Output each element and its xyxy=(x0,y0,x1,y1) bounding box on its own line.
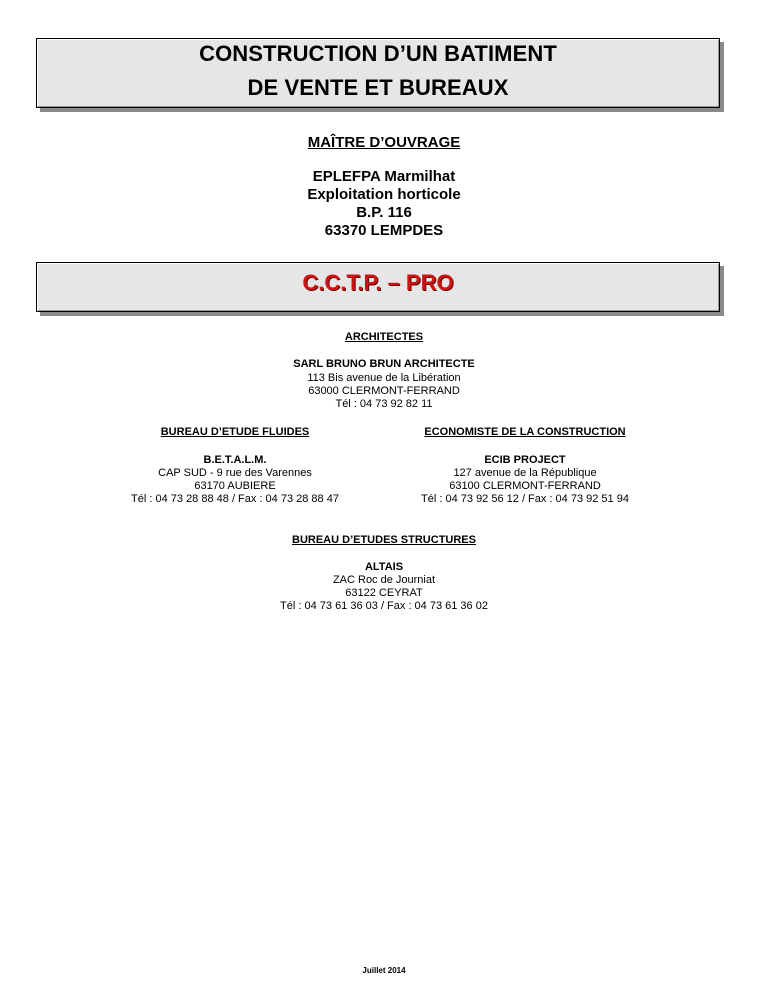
bureau-fluides-address-line: CAP SUD - 9 rue des Varennes xyxy=(158,467,312,479)
title-box xyxy=(36,38,720,108)
maitre-ouvrage-line: B.P. 116 xyxy=(356,204,412,221)
bureau-fluides-phone: Tél : 04 73 28 88 48 / Fax : 04 73 28 88 47 xyxy=(131,493,339,505)
economiste-heading: ECONOMISTE DE LA CONSTRUCTION xyxy=(424,426,626,438)
title-line-1: CONSTRUCTION D’UN BATIMENT xyxy=(199,41,557,66)
architectes-address-line: 113 Bis avenue de la Libération xyxy=(307,372,461,384)
bureau-structures-address-line: 63122 CEYRAT xyxy=(345,587,423,599)
bureau-structures-heading: BUREAU D’ETUDES STRUCTURES xyxy=(292,534,476,546)
economiste-name: ECIB PROJECT xyxy=(484,454,566,466)
bureau-fluides-heading: BUREAU D’ETUDE FLUIDES xyxy=(160,426,310,438)
economiste-phone: Tél : 04 73 92 56 12 / Fax : 04 73 92 51 94 xyxy=(421,493,629,505)
bureau-fluides-address-line: 63170 AUBIERE xyxy=(194,480,276,492)
maitre-ouvrage-line: 63370 LEMPDES xyxy=(324,222,444,239)
maitre-ouvrage-heading: MAÎTRE D’OUVRAGE xyxy=(307,134,461,151)
document-type-box xyxy=(36,262,720,312)
economiste-address-line: 127 avenue de la République xyxy=(453,467,597,479)
document-type-label: C.C.T.P. – PRO xyxy=(302,270,454,295)
architectes-heading: ARCHITECTES xyxy=(344,331,424,343)
footer-date: Juillet 2014 xyxy=(362,966,406,975)
architectes-phone: Tél : 04 73 92 82 11 xyxy=(335,398,433,410)
architectes-address-line: 63000 CLERMONT-FERRAND xyxy=(308,385,460,397)
maitre-ouvrage-line: EPLEFPA Marmilhat xyxy=(312,168,456,185)
bureau-fluides-name: B.E.T.A.L.M. xyxy=(203,454,267,466)
maitre-ouvrage-line: Exploitation horticole xyxy=(307,186,461,203)
bureau-structures-phone: Tél : 04 73 61 36 03 / Fax : 04 73 61 36 02 xyxy=(280,600,488,612)
architectes-name: SARL BRUNO BRUN ARCHITECTE xyxy=(293,358,475,370)
economiste-address-line: 63100 CLERMONT-FERRAND xyxy=(449,480,601,492)
bureau-structures-address-line: ZAC Roc de Journiat xyxy=(332,574,436,586)
bureau-structures-name: ALTAIS xyxy=(364,561,404,573)
title-line-2: DE VENTE ET BUREAUX xyxy=(247,75,509,100)
